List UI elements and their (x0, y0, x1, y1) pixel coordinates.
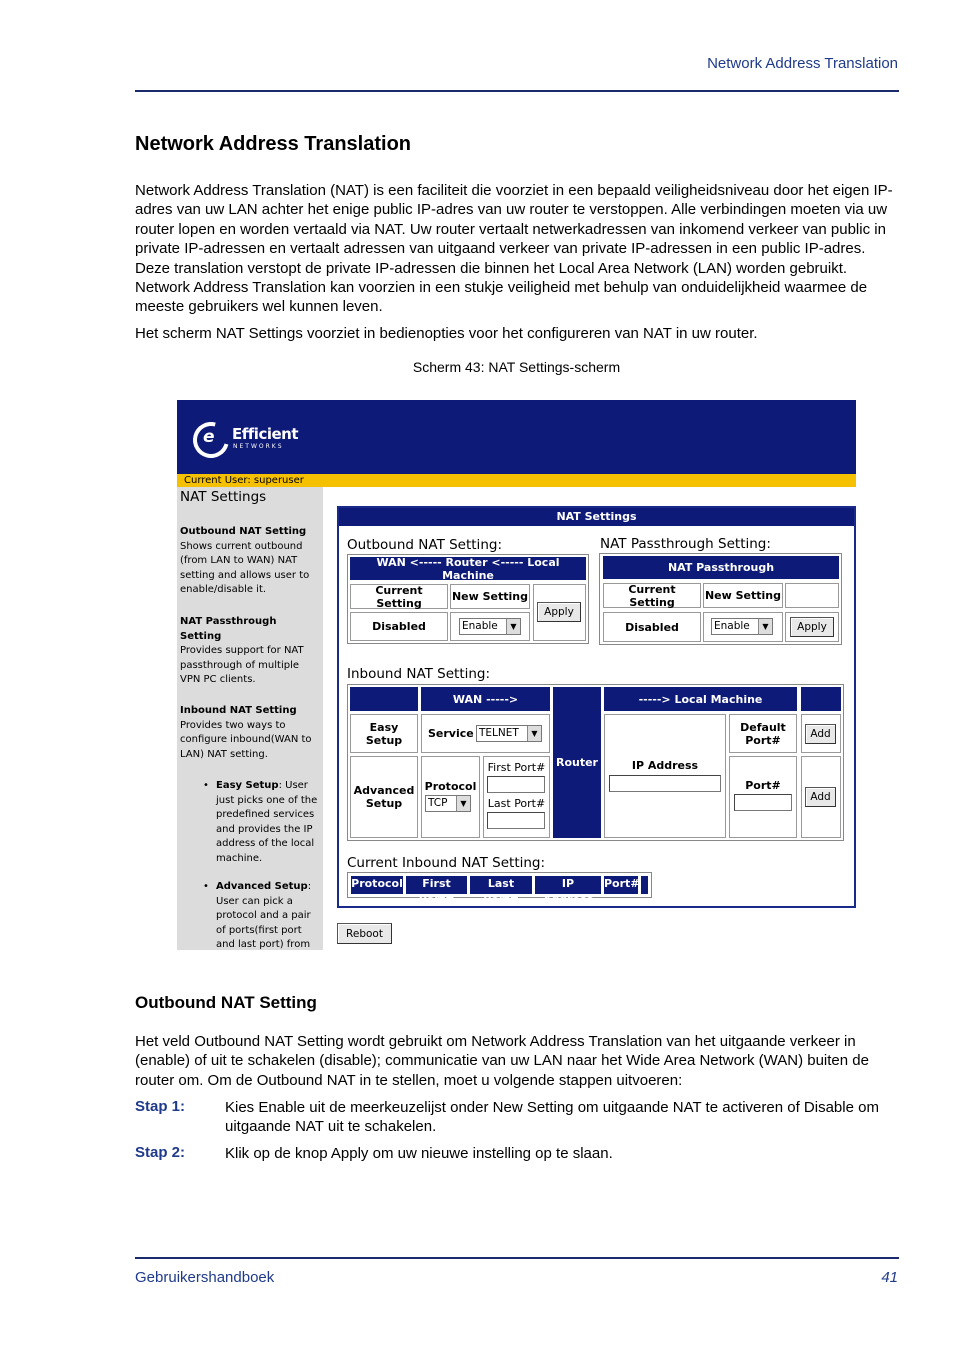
protocol-label: Protocol (424, 780, 477, 793)
chevron-down-icon[interactable]: ▼ (758, 619, 772, 634)
column-ip-address: IP Address (534, 875, 602, 895)
page-number: 41 (881, 1269, 898, 1286)
column-first-port: First Port# (405, 875, 468, 895)
advanced-setup-label: Advanced Setup (350, 756, 418, 838)
running-header: Network Address Translation (707, 55, 898, 72)
ip-address-input[interactable] (609, 775, 721, 792)
outbound-paragraph: Het veld Outbound NAT Setting wordt gebruikt om Network Address Translation van het uitgaande verkeer in (enable) of uit te schakelen (disable); communicatie van uw LAN naar het Wide Area Network (WAN) buiten de router om. Om de Outbound NAT in te stellen, moet u volgende stappen uitvoeren: (135, 1033, 869, 1089)
outbound-current-value: Disabled (350, 612, 448, 641)
chevron-down-icon[interactable]: ▼ (506, 619, 520, 634)
intro-paragraph-2: Het scherm NAT Settings voorziet in bedienopties voor het configureren van NAT in uw router. (135, 325, 758, 342)
passthrough-new-select[interactable] (711, 618, 773, 635)
sidebar-easy-text: : User just picks one of the predefined services and provides the IP address of the local machine. (216, 780, 318, 864)
sidebar-advanced-text: : User can pick a protocol and a pair of ports(first port and last port) from (216, 881, 312, 950)
column-port: Port# (603, 875, 639, 895)
nat-settings-screenshot (177, 400, 856, 950)
default-port-label: Default Port# (729, 714, 797, 753)
bullet-icon: • (203, 881, 209, 892)
help-sidebar (177, 487, 323, 950)
ip-address-label: IP Address (631, 759, 699, 772)
easy-setup-label: Easy Setup (350, 714, 418, 753)
sidebar-outbound-text: Shows current outbound (from LAN to WAN) NAT setting and allows user to enable/disable it. (180, 540, 310, 595)
step-2-text: Klik op de knop Apply om uw nieuwe instelling op te slaan. (225, 1145, 613, 1162)
current-user-text: Current User: superuser (184, 475, 304, 486)
service-label: Service (428, 727, 474, 740)
sidebar-passthrough-title: NAT Passthrough Setting (180, 616, 277, 642)
chevron-down-icon[interactable]: ▼ (456, 796, 470, 811)
outbound-apply-button[interactable]: Apply (537, 602, 581, 622)
footer-title: Gebruikershandboek (135, 1269, 275, 1286)
current-inbound-title: Current Inbound NAT Setting: (347, 855, 546, 871)
first-port-label: First Port# (487, 761, 546, 774)
outbound-direction-header: WAN <----- Router <----- Local Machine (350, 557, 586, 580)
passthrough-current-label: Current Setting (603, 583, 701, 608)
logo-subtitle: NETWORKS (233, 443, 284, 450)
advanced-add-button[interactable]: Add (805, 787, 836, 807)
column-protocol: Protocol (350, 875, 404, 895)
inbound-local-header: -----> Local Machine (604, 687, 797, 711)
port-label: Port# (745, 779, 781, 792)
service-select[interactable] (476, 725, 542, 742)
protocol-select-value: TCP (428, 797, 448, 809)
outbound-new-select[interactable] (459, 618, 521, 635)
bullet-icon: • (203, 780, 209, 791)
inbound-header-blank (350, 687, 418, 711)
inbound-title: Inbound NAT Setting: (347, 666, 491, 682)
inbound-wan-header: WAN -----> (421, 687, 550, 711)
step-1-label: Stap 1: (135, 1098, 186, 1115)
sidebar-outbound-title: Outbound NAT Setting (180, 526, 307, 537)
passthrough-header: NAT Passthrough (603, 556, 839, 579)
panel-header: NAT Settings (339, 508, 854, 526)
port-input[interactable] (734, 794, 792, 811)
passthrough-new-label: New Setting (703, 583, 783, 608)
outbound-new-label: New Setting (450, 584, 530, 609)
logo-name: Efficient (232, 425, 298, 443)
outbound-title: Outbound NAT Setting: (347, 537, 502, 553)
first-port-input[interactable] (487, 776, 545, 793)
step-1-text: Kies Enable uit de meerkeuzelijst onder New Setting om uitgaande NAT te activeren of Disable om uitgaande NAT uit te schakelen. (225, 1099, 879, 1136)
sidebar-easy-label: Easy Setup (216, 780, 279, 791)
sidebar-inbound-text: Provides two ways to configure inbound(WAN to LAN) NAT setting. (180, 719, 312, 760)
sidebar-inbound-title: Inbound NAT Setting (180, 705, 297, 716)
last-port-label: Last Port# (487, 797, 546, 810)
last-port-input[interactable] (487, 812, 545, 829)
subsection-title: Outbound NAT Setting (135, 993, 317, 1012)
passthrough-empty-cell (785, 583, 839, 608)
outbound-current-label: Current Setting (350, 584, 448, 609)
chevron-down-icon[interactable]: ▼ (527, 726, 541, 741)
sidebar-advanced-label: Advanced Setup (216, 881, 308, 892)
figure-caption: Scherm 43: NAT Settings-scherm (412, 359, 621, 375)
step-2-label: Stap 2: (135, 1144, 186, 1161)
inbound-router-column: Router (553, 687, 601, 838)
passthrough-select-value: Enable (714, 620, 750, 632)
section-title: Network Address Translation (135, 133, 411, 155)
column-blank (640, 875, 649, 895)
passthrough-title: NAT Passthrough Setting: (600, 536, 771, 552)
current-user-bar (177, 474, 856, 487)
easy-add-button[interactable]: Add (805, 724, 836, 744)
passthrough-current-value: Disabled (603, 612, 701, 642)
service-select-value: TELNET (479, 727, 519, 739)
column-last-port: Last Port# (469, 875, 533, 895)
sidebar-title: NAT Settings (180, 489, 267, 505)
reboot-button[interactable]: Reboot (337, 923, 392, 944)
passthrough-apply-button[interactable]: Apply (790, 617, 834, 637)
footer-rule (135, 1257, 899, 1259)
inbound-header-blank-2 (801, 687, 841, 711)
header-rule (135, 90, 899, 92)
nat-settings-panel (337, 506, 856, 908)
intro-paragraph: Network Address Translation (NAT) is een faciliteit die voorziet in een bepaald veiligheidsniveau door het eigen IP-adres van uw LAN achter het enige public IP-adres van uw router te verstoppen. Alle verbindingen moeten via uw router lopen en worden vertaald via NAT. Uw router vertaalt netwerkadressen van inkomend verkeer van public in private IP-adressen en vertaalt adressen van uitgaand verkeer van private IP-adressen in een public IP-adres. Deze translation verstopt de private IP-adressen die binnen het Local Area Network (LAN) worden gebruikt. Network Address Translation kan voorzien in een stukje veiligheid met behulp van onduidelijkheid waarmee de meeste gebruikers wel kunnen leven. (135, 182, 893, 316)
outbound-select-value: Enable (462, 620, 498, 632)
sidebar-passthrough-text: Provides support for NAT passthrough of multiple VPN PC clients. (180, 645, 304, 685)
protocol-select[interactable] (425, 795, 471, 812)
logo-letter: e (203, 427, 215, 447)
